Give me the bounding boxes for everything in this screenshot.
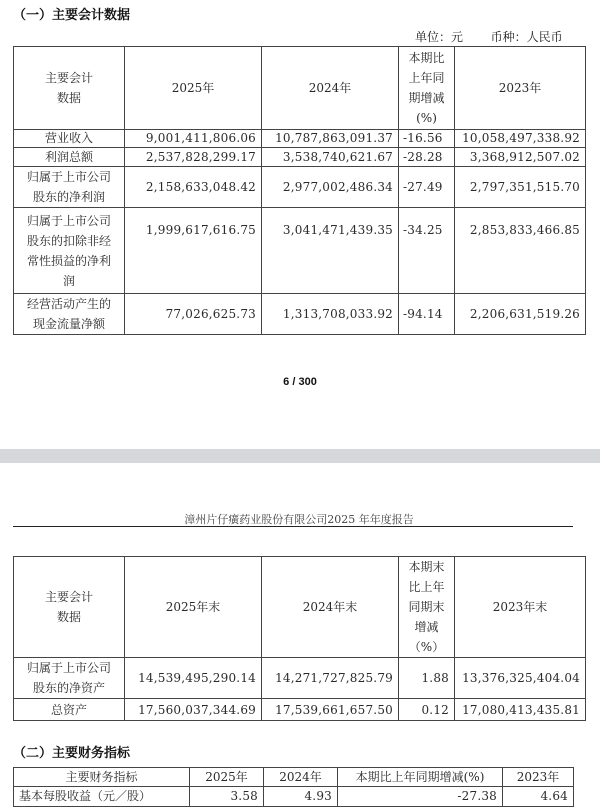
header-yoy-change: 本期比 上年同 期增减 (%) — [399, 47, 455, 130]
row-label: 归属于上市公司 股东的扣除非经 常性损益的净利 润 — [14, 208, 125, 294]
header-indicator: 主要财务指标 — [14, 768, 190, 787]
value-2024: 3,538,740,621.67 — [262, 148, 399, 167]
value-2025: 1,999,617,616.75 — [125, 208, 262, 294]
header-yoy-change: 本期比上年同期增减(%) — [338, 768, 503, 787]
table-header-row — [14, 47, 586, 130]
value-change: -27.38 — [338, 787, 503, 807]
row-label: 基本每股收益（元／股） — [14, 787, 190, 807]
table-row — [14, 130, 586, 148]
value-2023: 10,058,497,338.92 — [455, 130, 586, 148]
value-2023: 4.64 — [503, 787, 574, 807]
row-label: 归属于上市公司 股东的净资产 — [14, 658, 125, 699]
page-indicator: 6 / 300 — [283, 376, 317, 388]
header-yoy-change-end: 本期末 比上年 同期末 增减 （%） — [399, 557, 455, 658]
value-2023-end: 13,376,325,404.04 — [455, 658, 586, 699]
table-row — [14, 148, 586, 167]
value-2025-end: 14,539,495,290.14 — [125, 658, 262, 699]
table-header-row — [14, 768, 574, 787]
header-2023-end: 2023年末 — [455, 557, 586, 658]
value-change: -94.14 — [399, 294, 455, 335]
value-2024: 1,313,708,033.92 — [262, 294, 399, 335]
unit-currency-line — [415, 28, 563, 45]
value-change: -34.25 — [399, 208, 455, 294]
main-accounting-data-table — [13, 46, 586, 335]
table-row — [14, 294, 586, 335]
header-2025: 2025年 — [125, 47, 262, 130]
table-header-row — [14, 557, 586, 658]
value-2024: 3,041,471,439.35 — [262, 208, 399, 294]
table-row — [14, 699, 586, 721]
value-2024: 2,977,002,486.34 — [262, 167, 399, 208]
report-running-header: 漳州片仔癀药业股份有限公司2025 年年度报告 — [184, 513, 414, 526]
page-separator — [0, 449, 600, 463]
table-row — [14, 658, 586, 699]
row-label: 利润总额 — [14, 148, 125, 167]
header-2025-end: 2025年末 — [125, 557, 262, 658]
value-change: -16.56 — [399, 130, 455, 148]
header-main-accounting-data: 主要会计 数据 — [14, 47, 125, 130]
header-main-accounting-data: 主要会计 数据 — [14, 557, 125, 658]
header-2024: 2024年 — [264, 768, 338, 787]
value-2025: 77,026,625.73 — [125, 294, 262, 335]
header-2025: 2025年 — [190, 768, 264, 787]
unit-label: 单位：元 — [415, 30, 464, 44]
value-2024: 4.93 — [264, 787, 338, 807]
section-title-main-accounting-data: （一）主要会计数据 — [13, 8, 131, 23]
value-2024-end: 17,539,661,657.50 — [262, 699, 399, 721]
header-2024: 2024年 — [262, 47, 399, 130]
currency-label: 币种：人民币 — [490, 30, 563, 44]
value-2023: 2,206,631,519.26 — [455, 294, 586, 335]
row-label: 经营活动产生的 现金流量净额 — [14, 294, 125, 335]
header-2024-end: 2024年末 — [262, 557, 399, 658]
header-2023: 2023年 — [503, 768, 574, 787]
section-title-main-financial-indicators: （二）主要财务指标 — [13, 746, 131, 761]
header-2023: 2023年 — [455, 47, 586, 130]
value-2023-end: 17,080,413,435.81 — [455, 699, 586, 721]
row-label: 总资产 — [14, 699, 125, 721]
value-2025: 3.58 — [190, 787, 264, 807]
value-2024-end: 14,271,727,825.79 — [262, 658, 399, 699]
value-2023: 2,853,833,466.85 — [455, 208, 586, 294]
value-2025: 2,537,828,299.17 — [125, 148, 262, 167]
value-2025: 2,158,633,048.42 — [125, 167, 262, 208]
table-row — [14, 208, 586, 294]
financial-indicators-table — [13, 767, 574, 807]
balance-data-table — [13, 556, 586, 721]
header-rule — [13, 526, 573, 527]
value-change: -28.28 — [399, 148, 455, 167]
value-2024: 10,787,863,091.37 — [262, 130, 399, 148]
table-row — [14, 787, 574, 807]
value-change: 1.88 — [399, 658, 455, 699]
row-label: 营业收入 — [14, 130, 125, 148]
value-2025-end: 17,560,037,344.69 — [125, 699, 262, 721]
value-2025: 9,001,411,806.06 — [125, 130, 262, 148]
value-change: -27.49 — [399, 167, 455, 208]
table-row — [14, 167, 586, 208]
value-2023: 2,797,351,515.70 — [455, 167, 586, 208]
value-2023: 3,368,912,507.02 — [455, 148, 586, 167]
value-change: 0.12 — [399, 699, 455, 721]
row-label: 归属于上市公司 股东的净利润 — [14, 167, 125, 208]
